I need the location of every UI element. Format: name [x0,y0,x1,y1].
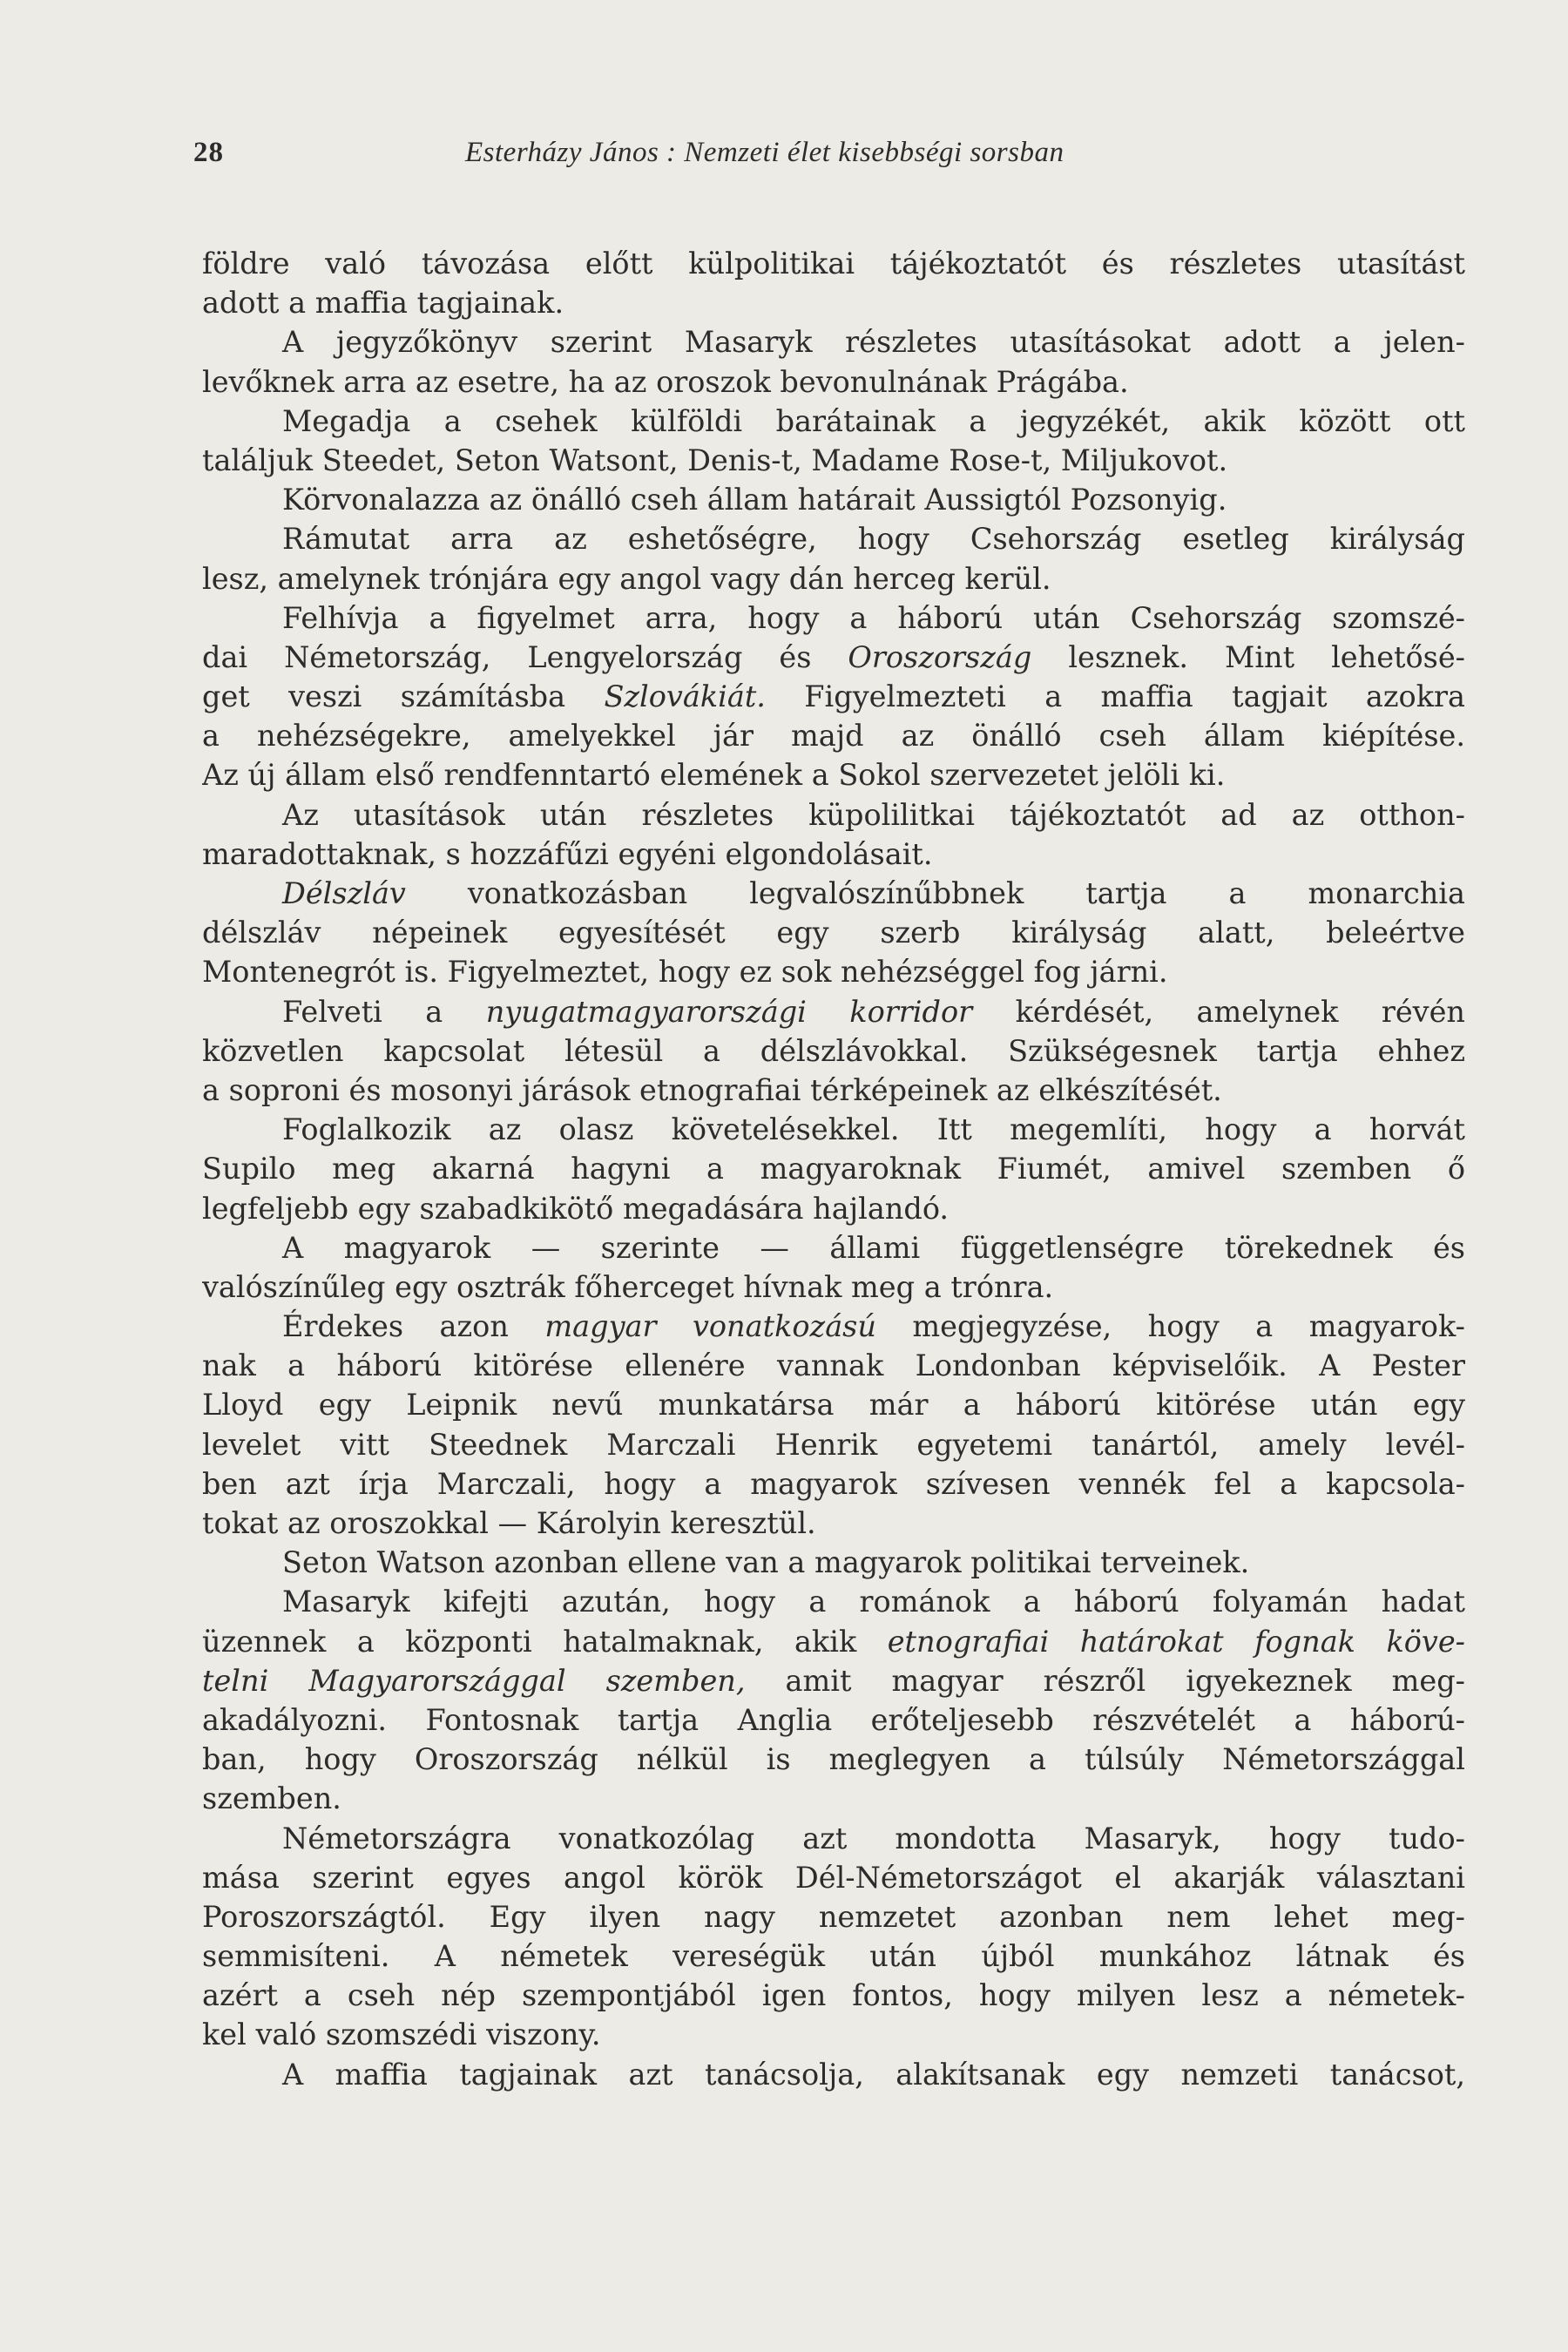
italic-run: nyugatmagyarországi korridor [485,994,973,1029]
text-run: Lloyd egy Leipnik nevű munkatársa már a háború kitörése után egy [202,1388,1465,1423]
text-line [202,1385,1465,1424]
text-run: legfeljebb egy szabadkikötő megadására hajlandó. [202,1191,950,1226]
text-line [202,1661,1465,1700]
text-run: Supilo meg akarná hagyni a magyaroknak Fiumét, amivel szemben ő [202,1152,1465,1186]
text-run: nak a háború kitörése ellenére vannak Londonban képviselőik. A Pester [202,1348,1465,1383]
text-line [202,716,1465,755]
text-run: azért a cseh nép szempontjából igen fontos, hogy milyen lesz a németek- [202,1978,1465,2013]
text-line [202,1031,1465,1071]
text-line [202,952,1465,991]
text-line [202,1897,1465,1936]
text-run: A magyarok — szerinte — állami függetlenségre törekednek és [282,1230,1465,1265]
text-run: Felveti a [282,994,486,1029]
page-number: 28 [193,137,224,168]
text-line [202,1543,1465,1582]
text-run: Poroszországtól. Egy ilyen nagy nemzetet azonban nem lehet meg- [202,1899,1465,1934]
text-line [202,2015,1465,2054]
text-run: üzennek a központi hatalmaknak, akik [202,1624,888,1659]
text-line [202,677,1465,716]
text-run: Rámutat arra az eshetőségre, hogy Csehország esetleg királyság [282,522,1465,557]
text-run: Megadja a csehek külföldi barátainak a jegyzékét, akik között ott [282,403,1465,438]
text-run: délszláv népeinek egyesítését egy szerb királyság alatt, beleértve [202,916,1465,950]
italic-run: telni Magyarországgal szemben, [202,1663,746,1698]
text-line [202,1071,1465,1110]
text-run: get veszi számításba [202,679,605,714]
text-line [202,1267,1465,1307]
text-run: maradottaknak, s hozzáfűzi egyéni elgondolásait. [202,836,933,871]
text-run: földre való távozása előtt külpolitikai tájékoztatót és részletes utasítást [202,247,1465,280]
text-run: megjegyzése, hogy a magyarok- [875,1309,1465,1344]
italic-run: etnografiai határokat fognak köve- [887,1624,1465,1659]
text-line [202,874,1465,913]
text-run: vonatkozásban legvalószínűbbnek tartja a monarchia [405,876,1465,910]
running-head-title: Esterházy János : Nemzeti élet kisebbségi sorsban [465,137,1064,168]
text-run: Seton Watson azonban ellene van a magyarok politikai terveinek. [282,1545,1250,1580]
text-line [202,1740,1465,1779]
text-run: adott a maffia tagjainak. [202,286,564,321]
text-run: levelet vitt Steednek Marczali Henrik egyetemi tanártól, amely levél- [202,1427,1465,1462]
text-run: Montenegrót is. Figyelmeztet, hogy ez sok nehézséggel fog járni. [202,955,1168,990]
text-line [202,1504,1465,1543]
text-run: semmisíteni. A németek vereségük után újból munkához látnak és [202,1939,1465,1974]
text-line [202,519,1465,558]
text-line [202,992,1465,1031]
text-run: valószínűleg egy osztrák főherceget hívnak meg a trónra. [202,1269,1054,1304]
text-run: Érdekes azon [282,1309,545,1344]
text-line [202,1779,1465,1818]
text-line [202,835,1465,874]
text-line [202,1936,1465,1976]
text-line [202,755,1465,794]
italic-run: Délszláv [282,876,406,910]
text-line [202,638,1465,677]
text-run: a soproni és mosonyi járások etnografiai térképeinek az elkészítését. [202,1072,1222,1107]
text-line [202,1110,1465,1149]
text-line [202,1819,1465,1858]
text-run: lesznek. Mint lehetősé- [1031,639,1465,674]
text-line [202,1464,1465,1504]
text-run: a nehézségekre, amelyekkel jár majd az önálló cseh állam kiépítése. [202,719,1465,754]
text-line [202,244,1465,283]
italic-run: magyar vonatkozású [544,1309,876,1344]
text-line [202,283,1465,322]
text-run: A jegyzőkönyv szerint Masaryk részletes utasításokat adott a jelen- [282,325,1465,360]
text-line [202,480,1465,519]
text-run: Figyelmezteti a maffia tagjait azokra [765,679,1465,714]
text-line [202,362,1465,402]
text-line [202,1228,1465,1267]
text-run: dai Németország, Lengyelország és [202,639,848,674]
text-run: kérdését, amelynek révén [972,994,1465,1029]
text-line [202,1149,1465,1188]
body-text [202,244,1465,2094]
text-run: levőknek arra az esetre, ha az oroszok bevonulnának Prágába. [202,364,1129,399]
text-run: ban, hogy Oroszország nélkül is meglegyen a túlsúly Németországgal [202,1742,1465,1777]
text-line [202,913,1465,952]
text-line [202,1858,1465,1897]
text-run: Németországra vonatkozólag azt mondotta Masaryk, hogy tudo- [282,1821,1465,1855]
text-run: Felhívja a figyelmet arra, hogy a háború után Csehország szomszé- [282,600,1465,635]
text-line [202,1700,1465,1740]
text-line [202,598,1465,638]
text-run: mása szerint egyes angol körök Dél-Németországot el akarják választani [202,1860,1465,1895]
text-line [202,402,1465,441]
italic-run: Oroszország [848,639,1032,674]
text-run: Az új állam első rendfenntartó elemének a Sokol szervezetet jelöli ki. [202,758,1226,793]
text-run: amit magyar részről igyekeznek meg- [745,1663,1465,1698]
text-line [202,795,1465,835]
text-run: lesz, amelynek trónjára egy angol vagy dán herceg kerül. [202,561,1051,596]
text-line [202,559,1465,598]
text-run: ben azt írja Marczali, hogy a magyarok szívesen vennék fel a kapcsola- [202,1466,1465,1501]
text-line [202,322,1465,362]
text-run: tokat az oroszokkal — Károlyin keresztül. [202,1506,816,1540]
text-run: Körvonalazza az önálló cseh állam határait Aussigtól Pozsonyig. [282,483,1227,517]
text-line [202,441,1465,480]
text-line [202,1346,1465,1385]
text-line [202,2055,1465,2094]
running-head [193,126,1465,179]
text-run: Az utasítások után részletes küpolilitkai tájékoztatót ad az otthon- [282,797,1465,832]
text-run: A maffia tagjainak azt tanácsolja, alakítsanak egy nemzeti tanácsot, [282,2057,1465,2092]
text-line [202,1582,1465,1621]
text-line [202,1189,1465,1228]
text-line [202,1976,1465,2015]
text-line [202,1622,1465,1661]
text-run: közvetlen kapcsolat létesül a délszlávokkal. Szükségesnek tartja ehhez [202,1033,1465,1068]
text-run: Foglalkozik az olasz követelésekkel. Itt megemlíti, hogy a horvát [282,1112,1465,1147]
text-run: Masaryk kifejti azután, hogy a románok a háború folyamán hadat [282,1585,1465,1619]
text-run: találjuk Steedet, Seton Watsont, Denis-t, Madame Rose-t, Miljukovot. [202,443,1228,477]
text-run: kel való szomszédi viszony. [202,2017,601,2052]
text-run: szemben. [202,1781,341,1816]
text-line [202,1307,1465,1346]
text-run: akadályozni. Fontosnak tartja Anglia erőteljesebb részvételét a háború- [202,1702,1465,1737]
italic-run: Szlovákiát. [604,679,766,714]
text-line [202,1425,1465,1464]
